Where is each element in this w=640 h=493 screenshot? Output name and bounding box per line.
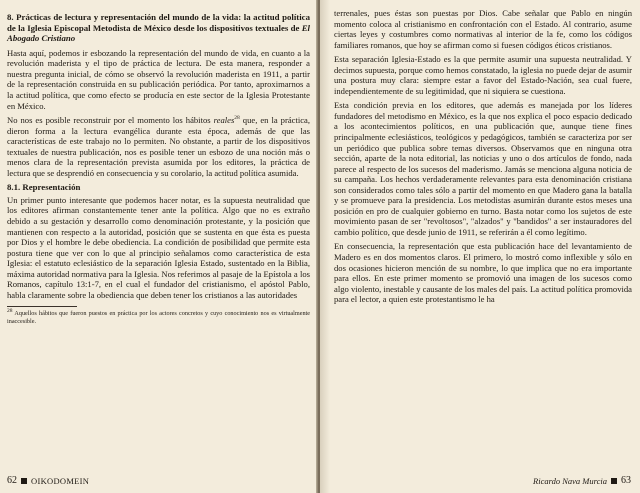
- square-bullet-icon: [611, 478, 617, 484]
- italic-term: reales: [213, 115, 235, 126]
- chapter-number: 8.: [7, 12, 14, 22]
- chapter-title: [7, 12, 310, 44]
- page-number: 62: [7, 475, 17, 486]
- paragraph: Esta condición previa en los editores, que además es manejada por los líderes fundadores del metodismo en México, es la que nos explica el poco espacio dedicado a los acontecimientos políticos, en una publicación que, aunque tiene fines principalmente eclesiásticos, teológicos y pedagógicos, también se caracteriza por ser un periódico que publica sobre temas diversos. Observamos que en ninguna otra sección, aparte de la nota editorial, las noticias y uno o dos artículos de fondo, nada parece al respecto de los sucesos del maderismo. Jamás se menciona alguna noticia de su campaña. Los hechos verdaderamente relevantes para esta denominación cristiana son considerados como tales sólo a partir del momento en que Madero gana la batalla y se promueve para la presidencia. Los metodistas asumirán durante estos meses una posición en pro de cualquier gobierno en turno. Basta notar como los sujetos de este movimiento pasan de ser "revoltosos", "alzados" y "bandidos" a ser instauradores del cambio político, que desde junio de 1911, se referirán a él como legítimo.: [334, 100, 632, 237]
- paragraph: En consecuencia, la representación que esta publicación hace del levantamiento de Madero es en dos momentos claros. El primero, lo mostró como inflexible y sólo en dos ocasiones hicieron mención de su nombre, lo que implica que no era importante para ellos. En este primer momento se promovió una imagen de los sucesos como algo violento, inestable y causante de los males del país. La actitud política promovida para el lector, a quien este protestantismo le ha: [334, 241, 632, 305]
- footnote-number: 28: [7, 308, 13, 315]
- paragraph-text: que, en la práctica, dieron forma a la lectura evangélica durante esta época, además de que las características de este trabajo no lo permiten. No obstante, a partir de los dispositivos textuales de nuestra publicación, nos es posible tener un esbozo de una noción más o menos clara de la representación prevista asumida por los editores, la práctica de lectura que se desprendió en consecuencia y su corolario, la actitud política asumida.: [7, 115, 310, 178]
- paragraph-text: No nos es posible reconstruir por el momento los hábitos: [7, 115, 214, 126]
- right-footer: [533, 475, 631, 486]
- square-bullet-icon: [21, 478, 27, 484]
- paragraph: terrenales, pues éstas son puestas por Dios. Cabe señalar que Pablo en ningún momento coloca al cristianismo en confrontación con el Estado. Al contrario, asume ciertas leyes y costumbres como normativas al interior de la fe, como los códigos familiares romanos, que hoy se afirman como si fuesen códigos éticos cristianos.: [334, 8, 632, 50]
- footnote-divider: [7, 306, 77, 307]
- section-title: 8.1. Representación: [7, 182, 81, 193]
- paragraph: [7, 115, 310, 178]
- footnote-ref: 28: [234, 115, 240, 122]
- chapter-title-text: Prácticas de lectura y representación del mundo de la vida: la actitud política de la Iglesia Episcopal Metodista de México desde los dispositivos textuales de: [7, 12, 310, 33]
- left-footer: [7, 475, 89, 486]
- left-page: [0, 0, 318, 493]
- paragraph: Un primer punto interesante que podemos hacer notar, es la supuesta neutralidad que los editores afirman constantemente tener ante la política. Algo que no es extraño debido a su gestación y desarrollo como denominación protestante, y la posición que mantienen con respecto a la autoridad, posición que se sustenta en que ésta es puesta por Dios y el hombre le debe obediencia. La condición de posibilidad que permite esta postura tiene que ver con lo que al principio señalamos como característica de esta Iglesia: el estatuto eclesiástico de la separación Iglesia Estado, sustentado en la Biblia, máxima autoridad normativa para la Iglesia. Nos referimos al pasaje de la Epístola a los Romanos, capítulo 13:1-7, en el cual el fundador del cristianismo, el apóstol Pablo, habla claramente sobre la obediencia que deben tener los cristianos a las autoridades: [7, 194, 310, 300]
- running-head-brand: OIKODOMEIN: [31, 475, 90, 486]
- paragraph: Esta separación Iglesia-Estado es la que permite asumir una supuesta neutralidad. Y decimos supuesta, porque como hemos constatado, la iglesia no puede dejar de asumir una postura muy clara: siempre estar a favor del Estado-Nación, sea cual fuere, independientemente de su legitimidad, que ni siquiera se cuestiona.: [334, 54, 632, 96]
- running-head-author: Ricardo Nava Murcia: [533, 475, 607, 486]
- footnote-text: Aquellos hábitos que fueron puestos en práctica por los actores concretos y cuyo conocimiento nos es virtualmente inaccesible.: [7, 310, 310, 325]
- paragraph: Hasta aquí, podemos ir esbozando la representación del mundo de vida, en cuanto a la revolución maderista y el tipo de práctica de lectura. De esta manera, responder a nuestra pregunta inicial, de cómo se observó la revolución maderista en 1911, a partir de la representación construida en su publicación periódica. Por tanto, aproximarnos a la actitud política, que como efecto se producía en este sector de la Iglesia Protestante en México.: [7, 47, 310, 111]
- chapter-title-italic: El Abogado Cristiano: [7, 22, 310, 44]
- page-number: 63: [621, 475, 631, 486]
- footnote: [7, 310, 310, 325]
- right-page: [320, 0, 640, 493]
